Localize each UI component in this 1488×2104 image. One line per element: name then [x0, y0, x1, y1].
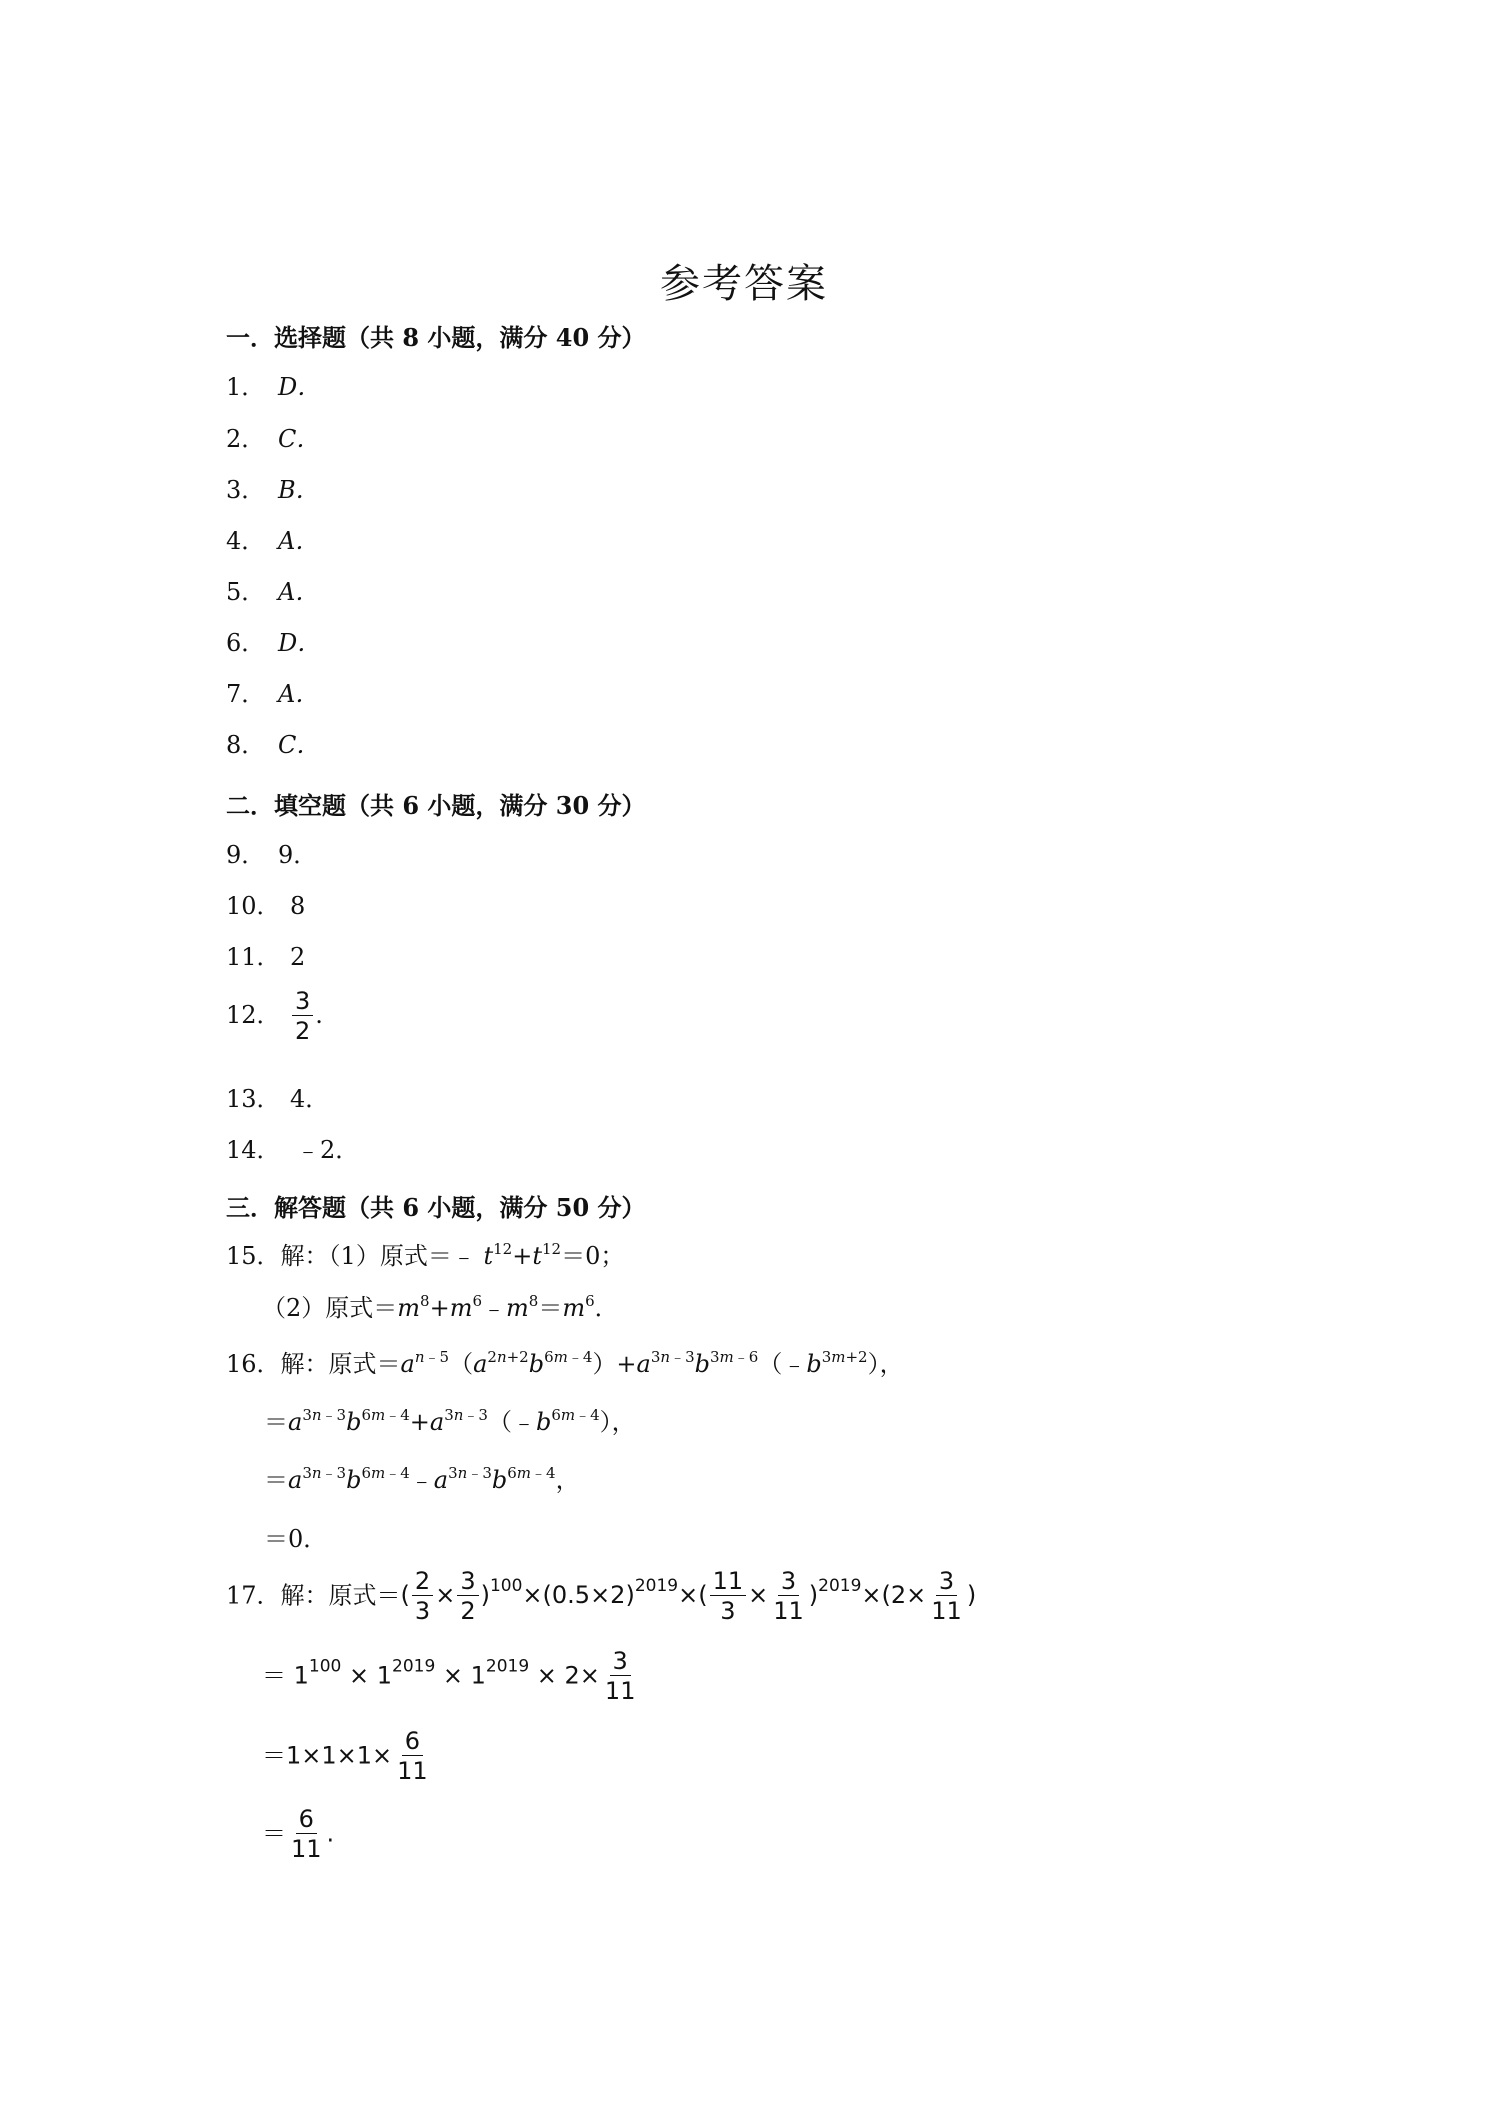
choice-answer-8: 8． C．	[226, 731, 321, 759]
choice-answer-1: 1． D．	[226, 373, 322, 401]
choice-answer-3: 3． B．	[226, 476, 320, 504]
fill-answer-13: 13． 4．	[226, 1085, 330, 1113]
section-heading-solutions: 三．解答题（共 6 小题，满分 50 分）	[226, 1193, 646, 1222]
solution-17-line-4: ＝ $\frac{6}{11}$ .	[262, 1805, 335, 1864]
choice-answer-5: 5． A．	[226, 578, 320, 606]
solution-16-line-3: $=a^{3n﹣3}b^{6m﹣4}﹣a^{3n﹣3}b^{6m﹣4}$，	[264, 1464, 580, 1494]
solution-17-line-1: 17．解：原式＝( $\frac{2}{3}$ × $\frac{3}{2}$ )$^{100}\times(0.5\times 2)^{2019}\times$( $\frac{11}{3}$ × $\frac{3}{11}$ )$^{2019}$×(2× $\frac{3}{11}$ )	[226, 1567, 977, 1626]
fill-answer-14: 14． ﹣2．	[226, 1136, 360, 1164]
solution-16-line-1: 16．解：原式$=a^{n﹣5}(a^{2n+2}b^{6m﹣4})+a^{3n﹣3}b^{3m﹣6}(﹣b^{3m+2})$，	[226, 1348, 904, 1378]
fill-answer-12: 12． $\frac{3}{2}$ .	[226, 987, 323, 1046]
section-heading-choice: 一．选择题（共 8 小题，满分 40 分）	[226, 323, 646, 352]
choice-answer-2: 2． C．	[226, 425, 321, 453]
solution-16-line-4: ＝0．	[264, 1525, 328, 1553]
fraction-three-halves: $\frac{3}{2}$	[292, 988, 313, 1045]
solution-17-line-3: ＝1×1×1× $\frac{6}{11}$	[262, 1727, 428, 1786]
section-heading-fill: 二．填空题（共 6 小题，满分 30 分）	[226, 791, 646, 820]
choice-answer-7: 7． A．	[226, 680, 320, 708]
fill-answer-10: 10． 8	[226, 892, 306, 920]
fill-answer-11: 11． 2	[226, 943, 306, 971]
choice-answer-6: 6． D．	[226, 629, 322, 657]
solution-16-line-2: $=a^{3n﹣3}b^{6m﹣4}+a^{3n﹣3}(﹣b^{6m﹣4})$，	[264, 1406, 636, 1436]
choice-answer-4: 4． A．	[226, 527, 320, 555]
solution-17-line-2: ＝ $1^{100} \times 1^{2019} \times 1^{2019} \times 2\times$ $\frac{3}{11}$	[262, 1647, 636, 1706]
page-title: 参考答案	[660, 261, 828, 307]
solution-15-line-1: 15．解：（1）原式＝﹣ $t^{12}+t^{12}=0$；	[226, 1240, 625, 1270]
solution-15-line-2: （2）原式$=m^8+m^6﹣m^8=m^6$．	[262, 1292, 619, 1322]
fill-answer-9: 9． 9．	[226, 841, 318, 869]
